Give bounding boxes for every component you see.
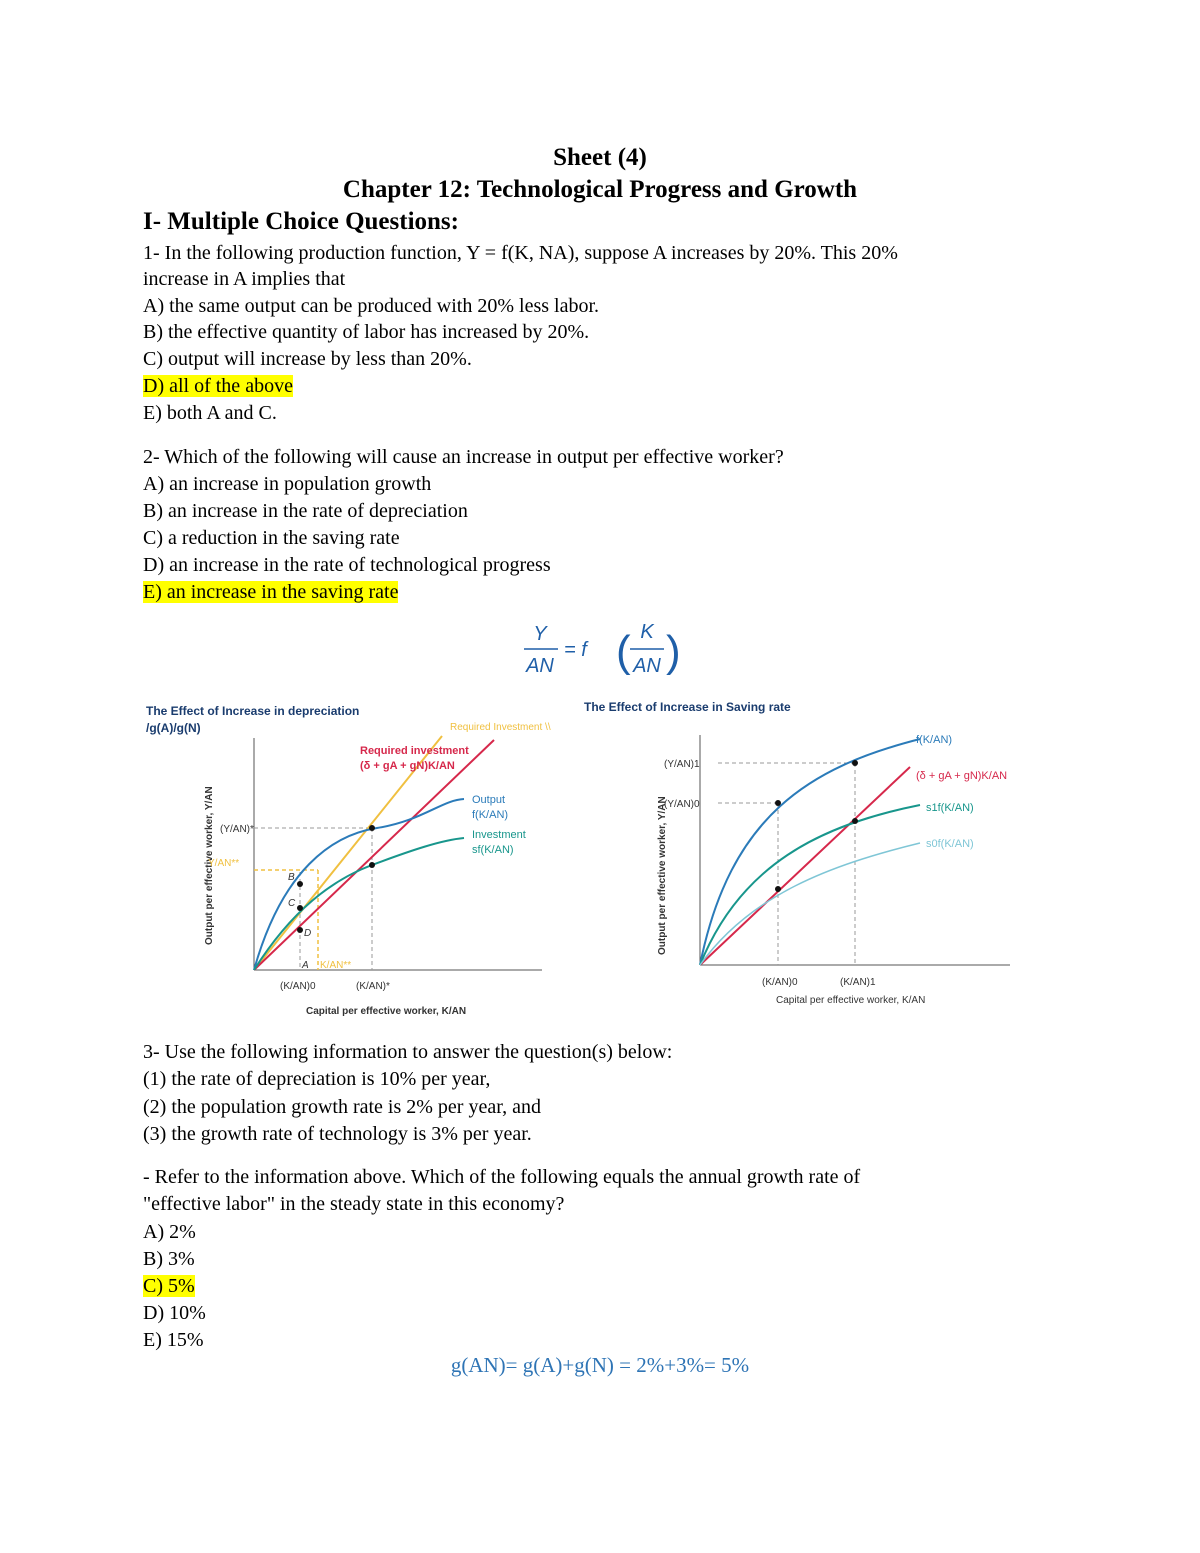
q1-option-e: E) both A and C. [143,402,277,424]
formula-lhs-denominator: AN [526,655,554,677]
fig1-xlabel: Capital per effective worker, K/AN [306,1006,467,1017]
fig1-investment-curve [254,838,464,970]
formula-equals-f: = f [564,639,587,661]
fig2-ylabel: Output per effective worker, Y/AN [657,796,668,955]
fig2-label-s1: s1f(K/AN) [926,802,974,814]
fig1-title-2: /g(A)/g(N) [146,721,201,735]
fig1-title-1: The Effect of Increase in depreciation [146,704,360,718]
fig2-title: The Effect of Increase in Saving rate [584,700,791,714]
figure-saving-rate [580,695,1040,1025]
q2-option-a: A) an increase in population growth [143,473,432,495]
fig1-y-dstar: Y/AN** [208,858,240,869]
fig2-y0: (Y/AN)0 [664,799,700,810]
sheet-title: Sheet (4) [553,144,647,171]
fig1-point-b: B [288,872,295,883]
fig1-label-required: Required investment [360,745,469,757]
fig2-required-line [700,767,910,965]
fig1-faded-required-label: Required Investment \\ [450,722,551,733]
fig1-y-star: (Y/AN)* [220,824,254,835]
q1-option-a: A) the same output can be produced with 20% less labor. [143,295,599,317]
q1-stem-line2: increase in A implies that [143,268,346,290]
formula-rhs-denominator: AN [633,655,661,677]
q3-option-c-answer [143,1273,195,1299]
q3-stem-line2: "effective labor" in the steady state in this economy? [143,1193,565,1215]
formula-rhs-numerator: K [640,621,654,643]
q3-option-e: E) 15% [143,1329,204,1351]
q3-answer-note: g(AN)= g(A)+g(N) = 2%+3%= 5% [450,1353,750,1377]
fig1-required-line [254,740,494,970]
fig1-label-investment-f: sf(K/AN) [472,844,514,856]
fig2-s1-curve [700,805,920,965]
q3-option-b: B) 3% [143,1248,195,1270]
svg-text:(: ( [616,627,631,676]
q2-stem: 2- Which of the following will cause an increase in output per effective worker? [143,446,784,468]
q2-answer-highlight: E) an increase in the saving rate [143,581,399,603]
q2-option-d: D) an increase in the rate of technological progress [143,554,551,576]
chapter-title: Chapter 12: Technological Progress and Growth [342,176,858,203]
q3-fact-3: (3) the growth rate of technology is 3% per year. [143,1123,532,1145]
fig1-ylabel: Output per effective worker, Y/AN [204,786,215,945]
fig1-point-a: A [302,960,309,971]
q3-option-a: A) 2% [143,1221,196,1243]
fig1-label-investment: Investment [472,829,526,841]
q3-answer-highlight: C) 5% [143,1275,195,1297]
fig1-point-d: D [304,928,312,939]
q1-answer-highlight: D) all of the above [143,375,293,397]
fig2-label-req: (δ + gA + gN)K/AN [916,770,1008,782]
figure-depreciation [142,700,562,1030]
q1-option-c: C) output will increase by less than 20%. [143,348,472,370]
q3-fact-1: (1) the rate of depreciation is 10% per year, [143,1068,491,1090]
formula [520,618,690,682]
q3-stem-line1: - Refer to the information above. Which of the following equals the annual growth rate of [143,1166,861,1188]
fig1-k0: (K/AN)0 [280,981,316,992]
fig2-k0: (K/AN)0 [762,977,798,988]
fig2-xlabel: Capital per effective worker, K/AN [776,995,926,1006]
q2-option-c: C) a reduction in the saving rate [143,527,400,549]
fig1-output-curve [254,799,464,970]
q1-option-b: B) the effective quantity of labor has increased by 20%. [143,321,590,343]
svg-text:): ) [666,627,681,676]
fig1-label-output: Output [472,794,506,806]
section-heading: I- Multiple Choice Questions: [143,208,459,235]
q1-option-d-answer [143,373,293,399]
q3-fact-2: (2) the population growth rate is 2% per year, and [143,1096,541,1118]
fig1-label-required-formula: (δ + gA + gN)K/AN [360,760,455,772]
q2-option-b: B) an increase in the rate of depreciation [143,500,468,522]
fig1-label-output-f: f(K/AN) [472,809,509,821]
fig1-kstar: (K/AN)* [356,981,390,992]
fig2-label-s0: s0f(K/AN) [926,838,974,850]
formula-lhs-numerator: Y [533,623,547,645]
q3-intro: 3- Use the following information to answer the question(s) below: [143,1041,673,1063]
fig2-label-f: f(K/AN) [916,734,953,746]
fig2-y1: (Y/AN)1 [664,759,700,770]
fig2-k1: (K/AN)1 [840,977,876,988]
q3-option-d: D) 10% [143,1302,206,1324]
q1-stem-line1: 1- In the following production function, Y = f(K, NA), suppose A increases by 20%. This 20% [143,242,898,264]
fig1-point-c: C [288,898,296,909]
fig1-k-dstar: K/AN** [320,960,352,971]
q2-option-e-answer [143,579,398,605]
